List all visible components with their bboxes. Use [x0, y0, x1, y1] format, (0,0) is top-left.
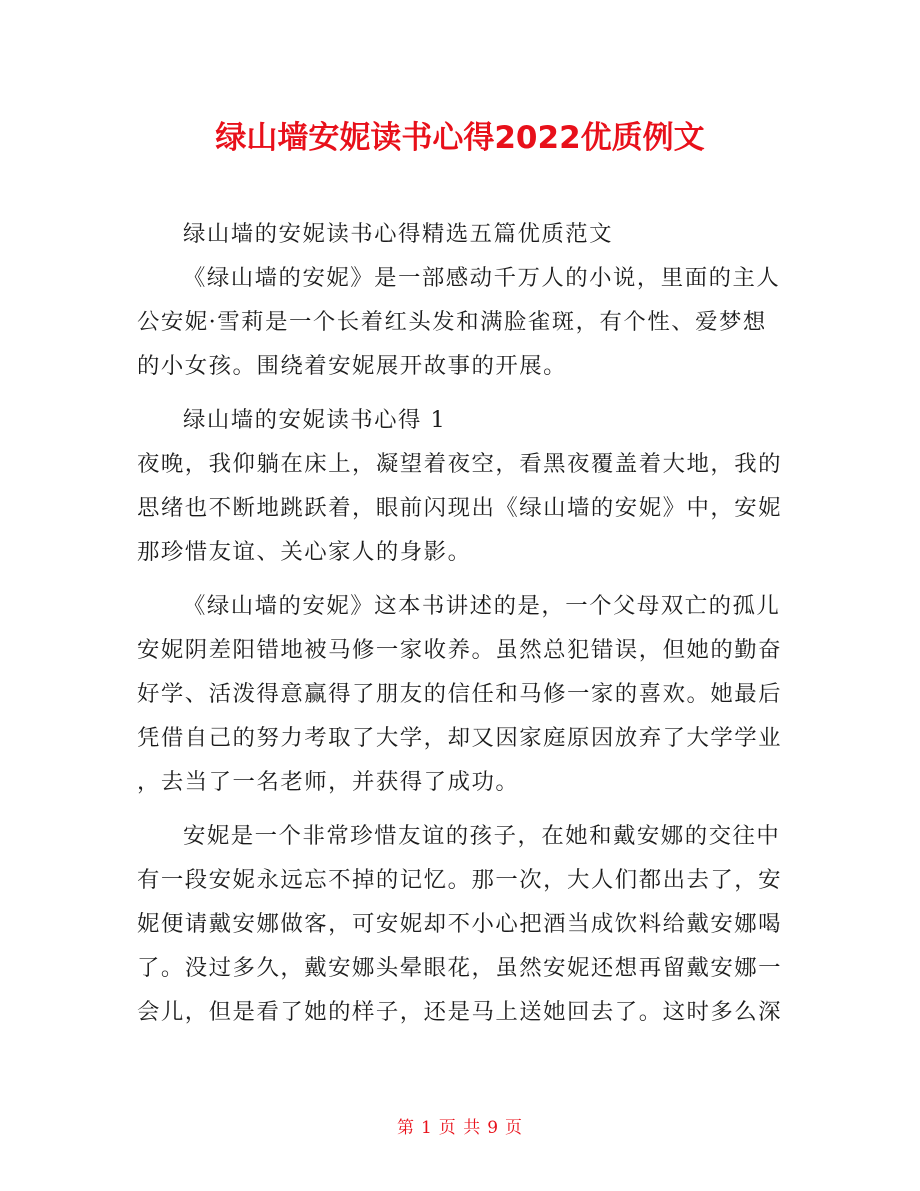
paragraph-line: 安妮阴差阳错地被马修一家收养。虽然总犯错误，但她的勤奋: [137, 637, 783, 663]
paragraph-line: 安妮是一个非常珍惜友谊的孩子，在她和戴安娜的交往中: [183, 823, 781, 849]
paragraph-line: ，去当了一名老师，并获得了成功。: [137, 769, 520, 795]
footer-middle: 页 共: [438, 1118, 482, 1138]
page-footer: [0, 1113, 920, 1138]
subtitle-line: 绿山墙的安妮读书心得精选五篇优质范文: [183, 221, 614, 247]
paragraph-line: 夜晚，我仰躺在床上，凝望着夜空，看黑夜覆盖着大地，我的: [137, 451, 783, 477]
paragraph-line: 公安妮·雪莉是一个长着红头发和满脸雀斑，有个性、爱梦想: [137, 309, 767, 335]
footer-total-pages: 9: [487, 1118, 500, 1138]
paragraph-line: 好学、活泼得意赢得了朋友的信任和马修一家的喜欢。她最后: [137, 681, 783, 707]
paragraph-line: 会儿，但是看了她的样子，还是马上送她回去了。这时多么深: [137, 999, 783, 1025]
paragraph-line: 了。没过多久，戴安娜头晕眼花，虽然安妮还想再留戴安娜一: [137, 955, 783, 981]
paragraph-line: 的小女孩。围绕着安妮展开故事的开展。: [137, 353, 568, 379]
footer-suffix: 页: [505, 1118, 524, 1138]
paragraph-line: 那珍惜友谊、关心家人的身影。: [137, 539, 472, 565]
paragraph-line: 《绿山墙的安妮》这本书讲述的是，一个父母双亡的孤儿: [183, 593, 781, 619]
paragraph-line: 思绪也不断地跳跃着，眼前闪现出《绿山墙的安妮》中，安妮: [137, 495, 783, 521]
section-heading: 绿山墙的安妮读书心得 1: [183, 407, 447, 433]
paragraph-line: 妮便请戴安娜做客，可安妮却不小心把酒当成饮料给戴安娜喝: [137, 911, 783, 937]
paragraph-line: 凭借自己的努力考取了大学，却又因家庭原因放弃了大学学业: [137, 725, 783, 751]
footer-prefix: 第: [396, 1118, 415, 1138]
footer-page-number: 1: [420, 1118, 433, 1138]
page-title: 绿山墙安妮读书心得2022优质例文: [215, 120, 705, 156]
paragraph-line: 有一段安妮永远忘不掉的记忆。那一次，大人们都出去了，安: [137, 867, 783, 893]
paragraph-line: 《绿山墙的安妮》是一部感动千万人的小说，里面的主人: [183, 265, 781, 291]
